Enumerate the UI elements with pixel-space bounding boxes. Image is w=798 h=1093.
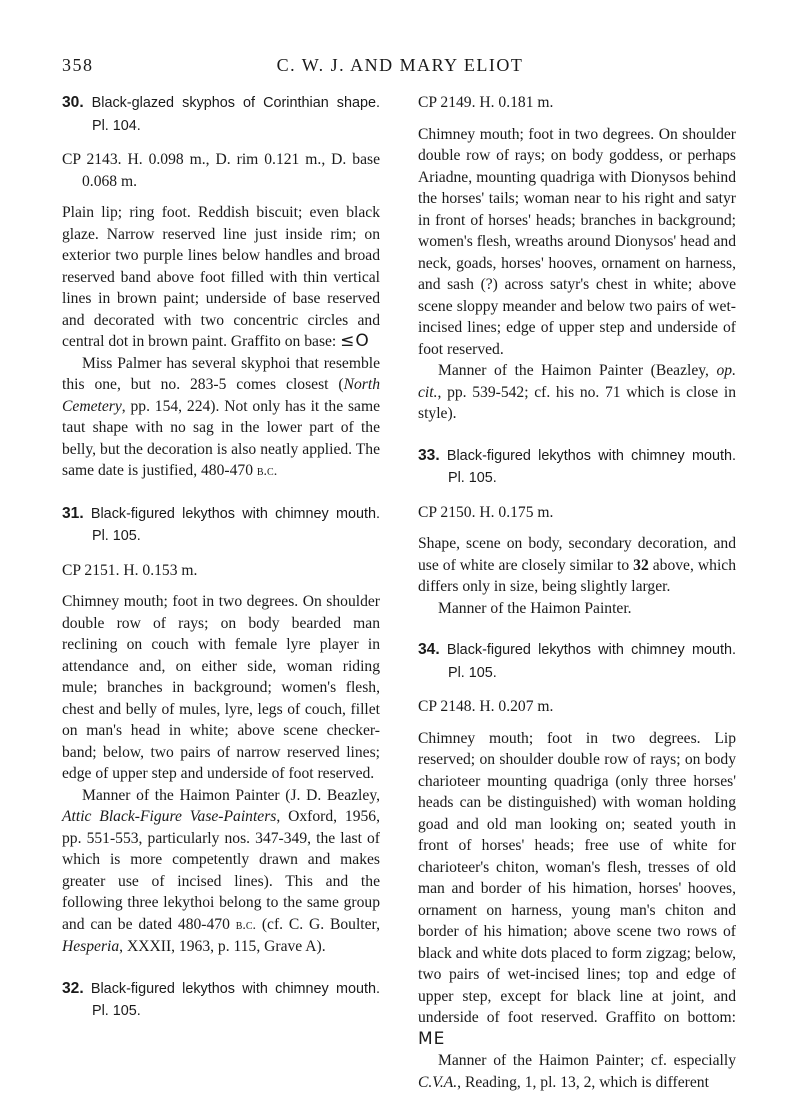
entry-number: 30. <box>62 94 84 111</box>
graffito-mark: ME <box>418 1028 446 1049</box>
entry-33-heading <box>418 445 736 490</box>
entry-32-attribution: Manner of the Haimon Painter (Beazley, op. cit., pp. 539-542; cf. his no. 71 which is close in style). <box>418 362 736 422</box>
running-title: C. W. J. AND MARY ELIOT <box>276 55 524 75</box>
left-column <box>62 92 380 1023</box>
entry-31-catalog: CP 2151. H. 0.153 m. <box>62 561 198 579</box>
entry-title: Black-glazed skyphos of Corinthian shape. Pl. 104. <box>91 95 380 134</box>
entry-34-description: Chimney mouth; foot in two degrees. Lip reserved; on shoulder double row of rays; on body charioteer mounting quadriga (only three horses' heads can be distinguished) with woman holding goad and old man looking on; seated youth in front of horses' heads; free use of white for charioteer's chiton, woman's flesh, tresses of old man and border of his himation, horses' hooves, ornament on harness, young man's chiton and border of his himation; above scene two rows of black and white dots placed to form zigzag; below, two pairs of wet-incised lines; top and edge of upper step, except for black line at joint, and underside of foot reserved. Graffito on bottom: ME <box>418 729 736 1049</box>
page-number: 358 <box>62 55 94 75</box>
entry-34-heading <box>418 639 736 684</box>
entry-31-attribution: Manner of the Haimon Painter (J. D. Beazley, Attic Black-Figure Vase-Painters, Oxford, 1956, pp. 551-553, particularly nos. 347-349, the last of which is more competently drawn and makes greater use of incised lines). This and the following three lekythoi belong to the same group and can be dated 480-470 b.c. (cf. C. G. Boulter, Hesperia, XXXII, 1963, p. 115, Grave A). <box>62 786 380 955</box>
entry-33-attribution: Manner of the Haimon Painter. <box>438 599 632 617</box>
entry-32-description: Chimney mouth; foot in two degrees. On shoulder double row of rays; on body goddess, or perhaps Ariadne, mounting quadriga with Dionysos behind the horses' tails; woman near to his right and satyr in front of horses' heads; branches in background; women's flesh, wreaths around Dionysos' head and neck, goads, horses' hooves, ornament on harness, and sash (?) across satyr's chest in white; above scene sloppy meander and below two pairs of wet-incised lines; edge of upper step and underside of foot reserved. <box>418 125 736 358</box>
entry-title: Black-figured lekythos with chimney mouth. Pl. 105. <box>446 447 736 486</box>
entry-32-catalog: CP 2149. H. 0.181 m. <box>418 94 554 111</box>
graffito-mark: ≤O <box>340 331 370 351</box>
citation-title: op. cit. <box>418 362 736 401</box>
entry-title: Black-figured lekythos with chimney mouth. Pl. 105. <box>90 980 380 1019</box>
entry-30-description: Plain lip; ring foot. Reddish biscuit; even black glaze. Narrow reserved line just inside rim; on exterior two purple lines below handles and broad reserved band above foot filled with thin vertical lines in brown paint; underside of base reserved and decorated with two concentric circles and central dot in brown paint. Graffito on base: ≤O <box>62 204 380 351</box>
entry-number: 31. <box>62 504 84 522</box>
entry-number: 33. <box>418 446 440 464</box>
entry-33-description: Shape, scene on body, secondary decoration, and use of white are closely similar to 32 above, which differs only in size, being slightly larger. <box>418 535 736 595</box>
journal-title: Hesperia <box>62 938 120 955</box>
entry-31-description: Chimney mouth; foot in two degrees. On shoulder double row of rays; on body bearded man reclining on couch with female lyre player in attendance and, on either side, woman riding mule; branches in background; women's flesh, chest and belly of mules, lyre, legs of couch, fillet on man's head in white; above scene checker-band; below, two pairs of narrow reserved lines; edge of upper step and underside of foot reserved. <box>62 593 380 782</box>
running-header <box>62 55 738 79</box>
entry-31-heading <box>62 503 380 548</box>
entry-32-heading <box>62 978 380 1023</box>
right-column <box>418 92 736 1093</box>
entry-34-attribution: Manner of the Haimon Painter; cf. especially C.V.A., Reading, 1, pl. 13, 2, which is different <box>418 1052 736 1091</box>
citation-title: C.V.A. <box>418 1073 458 1091</box>
entry-34-catalog: CP 2148. H. 0.207 m. <box>418 698 554 715</box>
cross-reference: 32 <box>633 556 649 574</box>
entry-number: 34. <box>418 641 440 658</box>
entry-title: Black-figured lekythos with chimney mouth. Pl. 105. <box>90 505 380 544</box>
entry-30-catalog: CP 2143. H. 0.098 m., D. rim 0.121 m., D. base 0.068 m. <box>62 151 380 190</box>
entry-30-note: Miss Palmer has several skyphoi that resemble this one, but no. 283-5 comes closest (North Cemetery, pp. 154, 224). Not only has it the same taut shape with no sag in the lower part of the belly, but the decoration is also neatly applied. The same date is justified, 480-470 b.c. <box>62 354 380 479</box>
entry-33-catalog: CP 2150. H. 0.175 m. <box>418 503 554 521</box>
citation-title: Attic Black-Figure Vase-Painters <box>62 808 277 825</box>
entry-number: 32. <box>62 979 84 997</box>
entry-30-heading <box>62 92 380 137</box>
entry-title: Black-figured lekythos with chimney mouth. Pl. 105. <box>446 642 736 681</box>
citation-title: North Cemetery <box>62 376 380 415</box>
